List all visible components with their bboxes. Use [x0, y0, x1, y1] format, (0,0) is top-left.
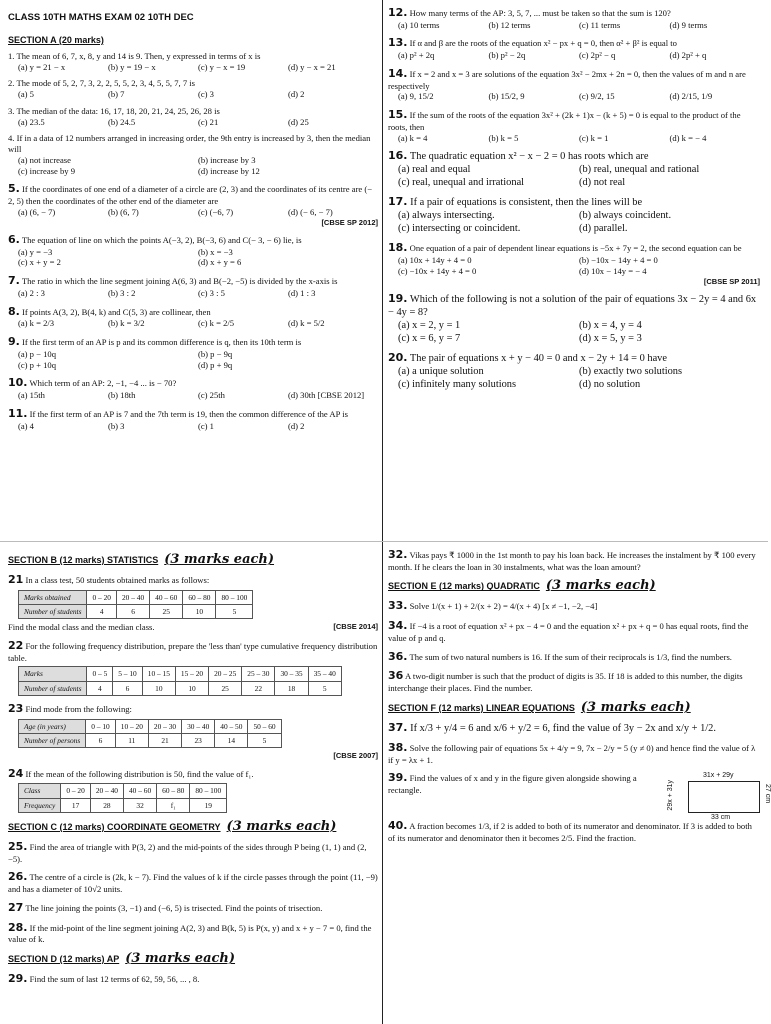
source-tag: [CBSE 2014] — [333, 622, 378, 632]
question-33: 33. Solve 1/(x + 1) + 2/(x + 2) = 4/(x + 4) [x ≠ −1, −2, −4] — [388, 599, 598, 613]
question-10: 10. Which term of an AP: 2, −1, −4 ... is − 70? (a) 15th (b) 18th (c) 25th (d) 30th [CBSE 2012] — [8, 376, 378, 400]
question-15: 15. If the sum of the roots of the equation 3x² + (2k + 1)x − (k + 5) = 0 is equal to the product of the roots, then (a) k = 4 (b) k = 5 (c) k = 1 (d) k = − 4 — [388, 108, 760, 143]
options: (a) 10x + 14y + 4 = 0 (b) −10x − 14y + 4 = 0 (c) −10x + 14y + 4 = 0 (d) 10x − 14y = − 4 — [398, 255, 658, 276]
section-a-heading: SECTION A (20 marks) — [8, 35, 104, 45]
age-table: Age (in years) 0 – 10 10 – 20 20 – 30 30 – 40 40 – 50 50 – 60 Number of persons 6 11 21 23 14 5 — [18, 719, 282, 749]
question-29: 29. Find the sum of last 12 terms of 62, 59, 56, ... , 8. — [8, 972, 200, 986]
question-16: 16. The quadratic equation x² − x − 2 = 0 has roots which are (a) real and equal (b) real, unequal and rational (c) real, unequal and irrational (d) not real — [388, 149, 760, 189]
options: (a) 15th (b) 18th (c) 25th (d) 30th [CBSE 2012] — [18, 390, 365, 401]
question-34: 34. If −4 is a root of equation x² + px − 4 = 0 and the equation x² + px + q = 0 has equal roots, find the value of p and q. — [388, 619, 749, 643]
handwritten-note: (3 marks each) — [580, 699, 691, 715]
class-frequency-table: Class 0 – 20 20 – 40 40 – 60 60 – 80 80 – 100 Frequency 17 28 32 f₁ 19 — [18, 783, 227, 813]
options: (a) (6, − 7) (b) (6, 7) (c) (−6, 7) (d) (− 6, − 7) — [18, 206, 333, 217]
handwritten-note: (3 marks each) — [164, 552, 275, 567]
question-27: 27 The line joining the points (3, −1) and (−6, 5) is trisected. Find the points of trisection. — [8, 900, 323, 914]
question-4: 4. If in a data of 12 numbers arranged in increasing order, the 9th entry is increased by 3, then the median will (a) not increase (b) increase by 3 (c) increase by 9 (d) increase by 12 — [8, 133, 378, 176]
top-left-column — [8, 6, 378, 536]
frequency-table: Marks 0 – 5 5 – 10 10 – 15 15 – 20 20 – 25 25 – 30 30 – 35 35 – 40 Number of students 4 6 10 10 25 22 18 5 — [18, 666, 342, 696]
handwritten-note: (3 marks each) — [226, 818, 337, 834]
question-14: 14. If x = 2 and x = 3 are solutions of the equation 3x² − 2mx + 2n = 0, then the values of m and n are respectively (a) 9, 15/2 (b) 15/2, 9 (c) 9/2, 15 (d) 2/15, 1/9 — [388, 67, 760, 102]
handwritten-note: (3 marks each) — [125, 951, 236, 967]
question-3: 3. The median of the data: 16, 17, 18, 20, 21, 24, 25, 26, 28 is (a) 23.5 (b) 24.5 (c) 21 (d) 25 — [8, 106, 378, 127]
section-b-heading: SECTION B (12 marks) STATISTICS (3 marks each) — [8, 552, 275, 567]
question-23: 23 Find mode from the following: Age (in years) 0 – 10 10 – 20 20 – 30 30 – 40 40 – 50 50 – 60 Number of persons 6 11 21 23 14 5 [CBSE 2007] — [8, 701, 378, 761]
question-38: 38. Solve the following pair of equations 5x + 4/y = 9, 7x − 2/y = 5 (y ≠ 0) and hence find the value of λ if y = λx + 1. — [388, 740, 756, 765]
options: (a) x = 2, y = 1 (b) x = 4, y = 4 (c) x = 6, y = 7 (d) x = 5, y = 3 — [398, 320, 642, 344]
question-22: 22 For the following frequency distribution, prepare the 'less than' type cumulative frequency distribution table. Marks 0 – 5 5 – 10 10 – 15 15 – 20 20 – 25 25 – 30 30 – 35 35 – 40 Number of students 4 6 10 10 25 22 18 5 — [8, 639, 378, 696]
question-37: 37. If x/3 + y/4 = 6 and x/6 + y/2 = 6, find the value of 3y − 2x and x/y + 1/2. — [388, 720, 716, 734]
question-7: 7. The ratio in which the line segment joining A(6, 3) and B(−2, −5) is divided by the x-axis is (a) 2 : 3 (b) 3 : 2 (c) 3 : 5 (d) 1 : 3 — [8, 274, 378, 298]
question-28: 28. If the mid-point of the line segment joining A(2, 3) and B(k, 5) is P(x, y) and x + y − 7 = 0, find the value of k. — [8, 920, 372, 945]
options: (a) 23.5 (b) 24.5 (c) 21 (d) 25 — [18, 116, 309, 127]
section-c-heading: SECTION C (12 marks) COORDINATE GEOMETRY (3 marks each) — [8, 818, 337, 834]
section-d-heading: SECTION D (12 marks) AP (3 marks each) — [8, 951, 236, 967]
question-13: 13. If α and β are the roots of the equation x² − px + q = 0, then α² + β² is equal to (a) p² + 2q (b) p² − 2q (c) 2p² − q (d) 2p² + q — [388, 36, 760, 60]
question-25: 25. Find the area of triangle with P(3, 2) and the mid-points of the sides through P being (1, 1) and (2, −5). — [8, 839, 367, 864]
options: (a) not increase (b) increase by 3 (c) increase by 9 (d) increase by 12 — [18, 154, 260, 176]
options: (a) always intersecting. (b) always coincident. (c) intersecting or coincident. (d) parallel. — [398, 210, 672, 235]
question-6: 6. The equation of line on which the points A(−3, 2), B(−3, 6) and C(− 3, − 6) lie, is (a) y = −3 (b) x = −3 (c) x + y = 2 (d) x + y = 6 — [8, 233, 378, 268]
options: (a) 4 (b) 3 (c) 1 (d) 2 — [18, 420, 305, 431]
options: (a) 5 (b) 7 (c) 3 (d) 2 — [18, 89, 305, 100]
bottom-left-column — [8, 548, 378, 1024]
section-f-heading: SECTION F (12 marks) LINEAR EQUATIONS (3 marks each) — [388, 699, 691, 715]
question-9: 9. If the first term of an AP is p and its common difference is q, then its 10th term is (a) p − 10q (b) p − 9q (c) p + 10q (d) p + 9q — [8, 335, 378, 370]
question-1: 1. The mean of 6, 7, x, 8, y and 14 is 9. Then, y expressed in terms of x is (a) y = 21 − x (b) y = 19 − x (c) y − x = 19 (d) y − x = 21 — [8, 51, 378, 72]
question-39: 39. Find the values of x and y in the figure given alongside showing a rectangle. 31x + 29y 29x + 31y 27 cm 33 cm — [388, 771, 771, 821]
page-divider — [0, 541, 768, 542]
question-18: 18. One equation of a pair of dependent linear equations is −5x + 7y = 2, the second equation can be (a) 10x + 14y + 4 = 0 (b) −10x − 14y + 4 = 0 (c) −10x + 14y + 4 = 0 (d) 10x − 14y = − 4 [CBSE SP 2011] — [388, 241, 760, 286]
options: (a) k = 4 (b) k = 5 (c) k = 1 (d) k = − 4 — [398, 132, 707, 143]
bottom-right-column — [388, 548, 771, 1024]
exam-title: CLASS 10TH MATHS EXAM 02 10TH DEC — [8, 12, 194, 23]
options: (a) 9, 15/2 (b) 15/2, 9 (c) 9/2, 15 (d) 2/15, 1/9 — [398, 91, 713, 102]
options: (a) p − 10q (b) p − 9q (c) p + 10q (d) p + 9q — [18, 348, 233, 370]
source-tag: [CBSE SP 2012] — [321, 217, 378, 227]
options: (a) p² + 2q (b) p² − 2q (c) 2p² − q (d) 2p² + q — [398, 50, 707, 61]
rectangle-figure: 31x + 29y 29x + 31y 27 cm 33 cm — [667, 772, 771, 821]
source-tag: [CBSE SP 2011] — [703, 276, 760, 286]
question-11: 11. If the first term of an AP is 7 and the 7th term is 19, then the common difference of the AP is (a) 4 (b) 3 (c) 1 (d) 2 — [8, 407, 378, 431]
options: (a) 10 terms (b) 12 terms (c) 11 terms (d) 9 terms — [398, 19, 708, 30]
question-24: 24 If the mean of the following distribution is 50, find the value of f₁. Class 0 – 20 20 – 40 40 – 60 60 – 80 80 – 100 Frequency 17 28 32 f₁ 19 — [8, 767, 378, 813]
options: (a) k = 2/3 (b) k = 3/2 (c) k = 2/5 (d) k = 5/2 — [18, 318, 325, 329]
handwritten-note: (3 marks each) — [545, 578, 656, 594]
question-40: 40. A fraction becomes 1/3, if 2 is added to both of its numerator and denominator. If 3 is added to both of its numerator and denominator then it becomes 2/5. Find the fraction. — [388, 819, 752, 844]
question-21: 21 In a class test, 50 students obtained marks as follows: Marks obtained 0 – 20 20 – 40 40 – 60 60 – 80 80 – 100 Number of students 4 6 25 10 5 Find the modal class and the median class. [CBSE 2014] — [8, 573, 378, 633]
question-2: 2. The mode of 5, 2, 7, 3, 2, 2, 5, 5, 2, 3, 4, 5, 5, 7, 7 is (a) 5 (b) 7 (c) 3 (d) 2 — [8, 78, 378, 99]
question-35: 36. The sum of two natural numbers is 16. If the sum of their reciprocals is 1/3, find the numbers. — [388, 649, 732, 663]
top-right-column — [388, 6, 760, 536]
question-19: 19. Which of the following is not a solution of the pair of equations 3x − 2y = 4 and 6x − 4y = 8? (a) x = 2, y = 1 (b) x = 4, y = 4 (c) x = 6, y = 7 (d) x = 5, y = 3 — [388, 292, 760, 345]
column-divider — [382, 0, 383, 1024]
options: (a) real and equal (b) real, unequal and rational (c) real, unequal and irrational (d) not real — [398, 164, 700, 189]
question-32: 32. Vikas pays ₹ 1000 in the 1st month to pay his loan back. He increases the instalment by ₹ 100 every month. If he clears the loan in 30 instalments, what was the loan amount? — [388, 548, 756, 572]
options: (a) y = −3 (b) x = −3 (c) x + y = 2 (d) x + y = 6 — [18, 246, 242, 268]
section-e-heading: SECTION E (12 marks) QUADRATIC (3 marks each) — [388, 578, 656, 594]
question-17: 17. If a pair of equations is consistent, then the lines will be (a) always intersecting. (b) always coincident. (c) intersecting or coincident. (d) parallel. — [388, 195, 760, 235]
question-20: 20. The pair of equations x + y − 40 = 0 and x − 2y + 14 = 0 have (a) a unique solution (b) exactly two solutions (c) infinitely many solutions (d) no solution — [388, 351, 760, 391]
options: (a) 2 : 3 (b) 3 : 2 (c) 3 : 5 (d) 1 : 3 — [18, 287, 316, 298]
question-5: 5. If the coordinates of one end of a diameter of a circle are (2, 3) and the coordinates of its centre are (− 2, 5) then the coordinates of the other end of the diameter are (a) (6, − 7) (b) (6, 7) (c) (−6, 7) (d) (− 6, − 7) [CBSE SP 2012] — [8, 182, 378, 227]
question-36: 36 A two-digit number is such that the product of digits is 35. If 18 is added to this number, the digits interchange their places. Find the number. — [388, 669, 743, 694]
marks-table: Marks obtained 0 – 20 20 – 40 40 – 60 60 – 80 80 – 100 Number of students 4 6 25 10 5 — [18, 590, 253, 620]
question-12: 12. How many terms of the AP: 3, 5, 7, ... must be taken so that the sum is 120? (a) 10 terms (b) 12 terms (c) 11 terms (d) 9 terms — [388, 6, 760, 30]
options: (a) a unique solution (b) exactly two solutions (c) infinitely many solutions (d) no solution — [398, 366, 683, 390]
options: (a) y = 21 − x (b) y = 19 − x (c) y − x = 19 (d) y − x = 21 — [18, 61, 336, 72]
question-8: 8. If points A(3, 2), B(4, k) and C(5, 3) are collinear, then (a) k = 2/3 (b) k = 3/2 (c) k = 2/5 (d) k = 5/2 — [8, 305, 378, 329]
question-26: 26. The centre of a circle is (2k, k − 7). Find the values of k if the circle passes through the point (11, −9) and has a diameter of 10√2 units. — [8, 870, 378, 895]
source-tag: [CBSE 2007] — [333, 751, 378, 761]
